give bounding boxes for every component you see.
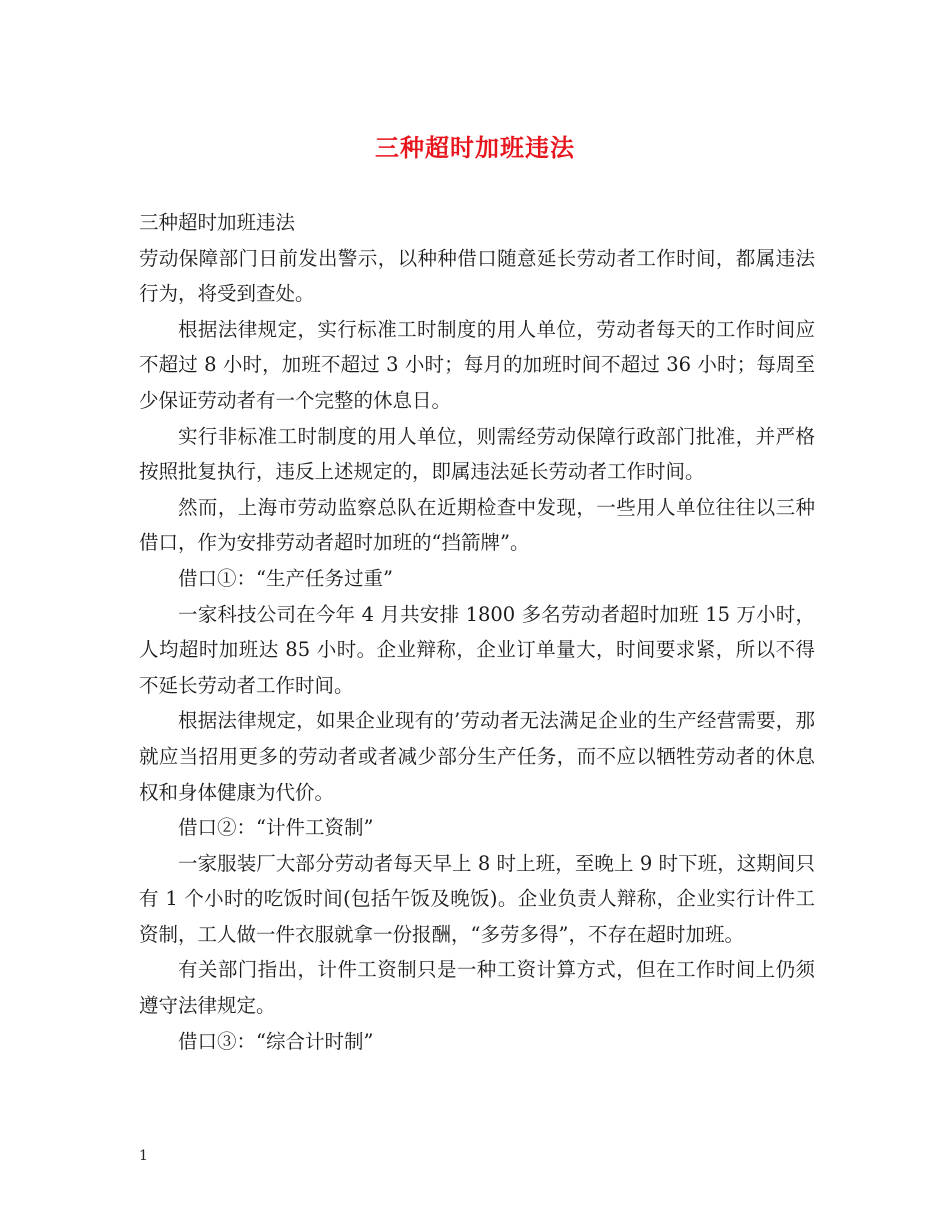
paragraph: 借口③：“综合计时制”: [178, 1029, 374, 1053]
document-title: 三种超时加班违法: [375, 133, 575, 162]
paragraph: 根据法律规定，实行标准工时制度的用人单位，劳动者每天的工作时间应不超过 8 小时，加班不超过 3 小时；每月的加班时间不超过 36 小时；每周至少保证劳动者有一个完整的休息日。: [139, 317, 815, 412]
paragraph: 借口①：“生产任务过重”: [178, 566, 393, 590]
paragraph: 劳动保障部门日前发出警示，以种种借口随意延长劳动者工作时间，都属违法行为，将受到查处。: [139, 246, 815, 306]
paragraph: 一家服装厂大部分劳动者每天早上 8 时上班，至晚上 9 时下班，这期间只有 1 个小时的吃饭时间(包括午饭及晚饭)。企业负责人辩称，企业实行计件工资制，工人做一件衣服就拿一份报酬，“多劳多得”，不存在超时加班。: [139, 851, 815, 946]
paragraph: 有关部门指出，计件工资制只是一种工资计算方式，但在工作时间上仍须遵守法律规定。: [139, 958, 815, 1018]
paragraph: 借口②：“计件工资制”: [178, 816, 374, 840]
paragraph: 实行非标准工时制度的用人单位，则需经劳动保障行政部门批准，并严格按照批复执行，违反上述规定的，即属违法延长劳动者工作时间。: [139, 424, 815, 484]
paragraph: 然而，上海市劳动监察总队在近期检查中发现，一些用人单位往往以三种借口，作为安排劳动者超时加班的“挡箭牌”。: [139, 495, 815, 555]
paragraph: 一家科技公司在今年 4 月共安排 1800 多名劳动者超时加班 15 万小时，人均超时加班达 85 小时。企业辩称，企业订单量大，时间要求紧，所以不得不延长劳动者工作时间。: [139, 602, 815, 697]
paragraph: 根据法律规定，如果企业现有的’劳动者无法满足企业的生产经营需要，那就应当招用更多的劳动者或者减少部分生产任务，而不应以牺牲劳动者的休息权和身体健康为代价。: [139, 709, 815, 804]
document-body: [139, 205, 815, 1059]
page-number: 1: [139, 1148, 148, 1164]
paragraph: 三种超时加班违法: [139, 211, 296, 234]
